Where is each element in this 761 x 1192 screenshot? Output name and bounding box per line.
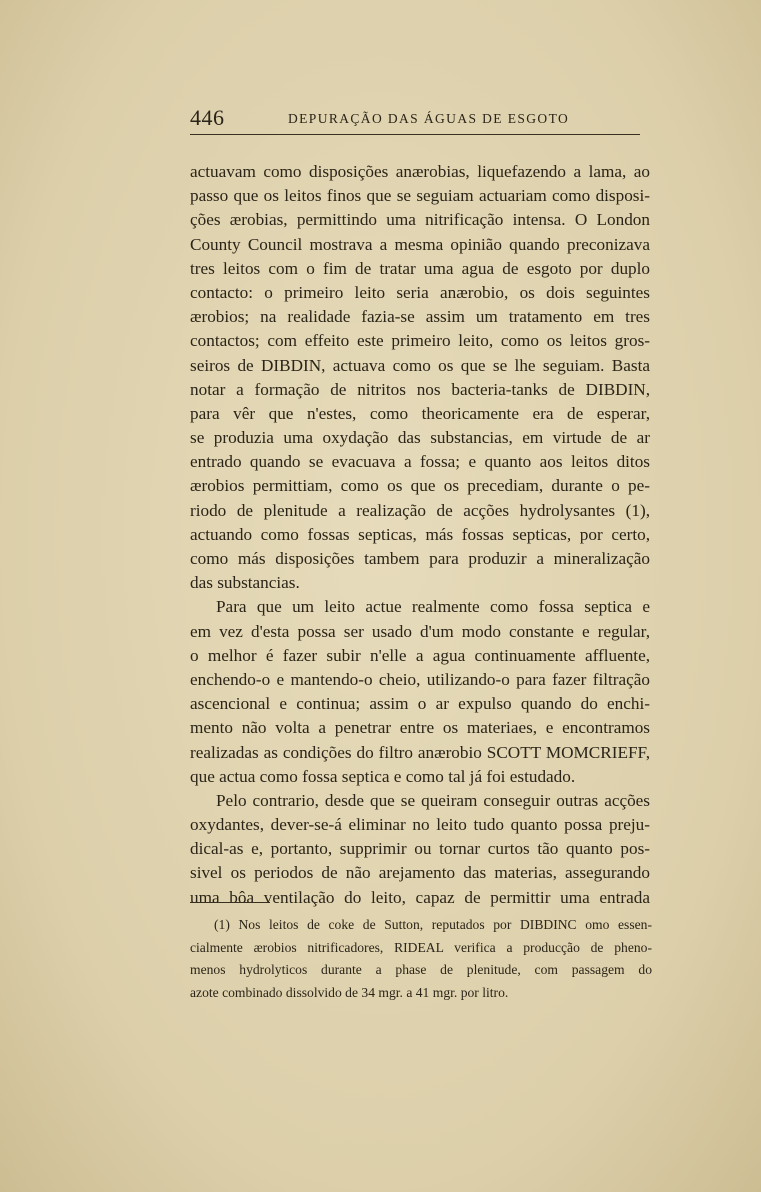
body-line: das substancias.	[190, 573, 300, 593]
running-head: DEPURAÇÃO DAS ÁGUAS DE ESGOTO	[288, 111, 570, 126]
footnote	[190, 914, 652, 1004]
paragraph-start: Pelo contrario, desde que se queiram conseguir outras acções	[216, 790, 650, 810]
body-line: ções ærobias, permittindo uma nitrificação intensa. O London	[190, 210, 650, 230]
body-line: riodo de plenitude a realização de acções hydrolysantes (1),	[190, 500, 650, 520]
body-line: contacto: o primeiro leito seria anærobio, os dois seguintes	[190, 282, 650, 302]
body-line: oxydantes, dever-se-á eliminar no leito tudo quanto possa preju-	[190, 815, 650, 835]
body-line: dical-as e, portanto, supprimir ou tornar curtos tão quanto pos-	[190, 839, 650, 859]
body-line: que actua como fossa septica e como tal já foi estudado.	[190, 766, 576, 786]
body-text	[190, 160, 650, 910]
page-number: 446	[190, 105, 225, 130]
body-line: sivel os periodos de não arejamento das materias, assegurando	[190, 863, 650, 883]
footnote-line: cialmente ærobios nitrificadores, RIDEAL verifica a producção de pheno-	[190, 939, 652, 955]
body-line: notar a formação de nitritos nos bacteria-tanks de DIBDIN,	[190, 379, 650, 399]
body-line: uma bôa ventilação do leito, capaz de permittir uma entrada	[190, 887, 650, 907]
body-line: entrado quando se evacuava a fossa; e quanto aos leitos ditos	[190, 452, 650, 472]
footnote-line: menos hydrolyticos durante a phase de plenitude, com passagem do	[190, 962, 652, 977]
body-line: ascencional e continua; assim o ar expulso quando do enchi-	[190, 694, 650, 714]
body-line: mento não volta a penetrar entre os materiaes, e encontramos	[190, 718, 650, 738]
body-line: o melhor é fazer subir n'elle a agua continuamente affluente,	[190, 645, 650, 665]
footnote-line: (1) Nos leitos de coke de Sutton, reputados por DIBDINC omo essen-	[214, 917, 652, 932]
body-line: em vez d'esta possa ser usado d'um modo constante e regular,	[190, 621, 650, 641]
body-line: ærobios permittiam, como os que os precediam, durante o pe-	[190, 476, 650, 496]
body-line: actuando como fossas septicas, más fossas septicas, por certo,	[190, 524, 650, 544]
footnote-line: azote combinado dissolvido de 34 mgr. a 41 mgr. por litro.	[190, 984, 509, 1000]
body-line: tres leitos com o fim de tratar uma agua de esgoto por duplo	[190, 258, 650, 278]
body-line: actuavam como disposições anærobias, liquefazendo a lama, ao	[190, 162, 650, 181]
body-line: enchendo-o e mantendo-o cheio, utilizando-o para fazer filtração	[190, 669, 650, 689]
body-line: seiros de DIBDIN, actuava como os que se lhe seguiam. Basta	[190, 355, 650, 375]
body-line: como más disposições tambem para produzir a mineralização	[190, 549, 650, 568]
body-line: realizadas as condições do filtro anærobio SCOTT MOMCRIEFF,	[190, 742, 650, 762]
body-line: para vêr que n'estes, como theoricamente era de esperar,	[190, 403, 650, 423]
body-line: contactos; com effeito este primeiro leito, como os leitos gros-	[190, 331, 650, 351]
footnote-divider	[190, 902, 270, 903]
page-header	[190, 104, 640, 135]
body-line: County Council mostrava a mesma opinião quando preconizava	[190, 234, 650, 254]
body-line: ærobios; na realidade fazia-se assim um tratamento em tres	[190, 307, 650, 327]
body-line: se produzia uma oxydação das substancias, em virtude de ar	[190, 428, 650, 448]
body-line: passo que os leitos finos que se seguiam actuariam como disposi-	[190, 186, 650, 206]
paragraph-start: Para que um leito actue realmente como fossa septica e	[216, 597, 650, 617]
